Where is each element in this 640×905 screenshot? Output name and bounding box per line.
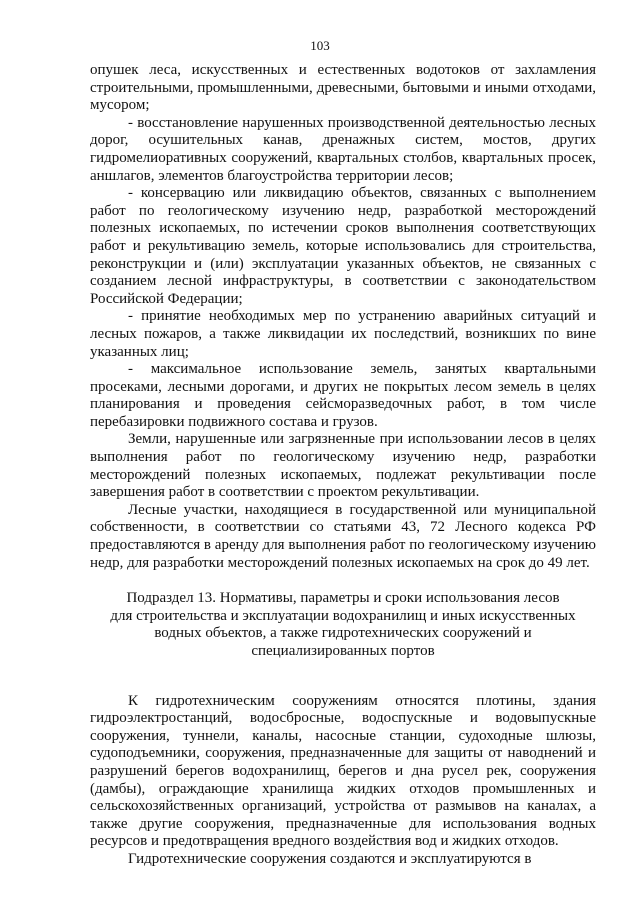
paragraph: опушек леса, искусственных и естественных водотоков от захламления строительными, промышленными, древесными, бытовыми и иными отходами, мусором;	[90, 62, 596, 114]
heading-line: водных объектов, а также гидротехнических сооружений и	[154, 625, 532, 642]
section-heading	[90, 590, 596, 660]
page-number: 103	[310, 38, 330, 53]
heading-line: Подраздел 13. Нормативы, параметры и сроки использования лесов	[126, 590, 560, 607]
paragraph: - максимальное использование земель, занятых квартальными просеками, лесными дорогами, и других не покрытых лесом земель в целях планирования и проведения сейсморазведочных работ, в том числе перебазировки подвижного состава и грузов.	[90, 361, 596, 430]
paragraph: К гидротехническим сооружениям относятся плотины, здания гидроэлектростанций, водосбросные, водоспускные и водовыпускные сооружения, туннели, каналы, насосные станции, судоходные шлюзы, судоподъемники, сооружения, предназначенные для защиты от наводнений и разрушений берегов водохранилищ, берегов и дна русел рек, сооружения (дамбы), ограждающие хранилища жидких отходов промышленных и сельскохозяйственных организаций, устройства от размывов на каналах, а также другие сооружения, предназначенные для использования водных ресурсов и предотвращения вредного воздействия вод и жидких отходов.	[90, 692, 596, 850]
paragraph: - восстановление нарушенных производственной деятельностью лесных дорог, осушительных канав, дренажных систем, мостов, других гидромелиоративных сооружений, квартальных столбов, квартальных просек, аншлагов, элементов благоустройства территории лесов;	[90, 114, 596, 184]
paragraph: Лесные участки, находящиеся в государственной или муниципальной собственности, в соответствии со статьями 43, 72 Лесного кодекса РФ предоставляются в аренду для выполнения работ по геологическому изучению недр, для разработки месторождений полезных ископаемых на срок до 49 лет.	[90, 501, 596, 571]
heading-line: специализированных портов	[251, 643, 435, 659]
paragraph: Гидротехнические сооружения создаются и эксплуатируются в	[128, 850, 532, 867]
paragraph: - принятие необходимых мер по устранению аварийных ситуаций и лесных пожаров, а также ликвидации их последствий, возникших по вине указанных лиц;	[90, 308, 596, 360]
paragraph: Земли, нарушенные или загрязненные при использовании лесов в целях выполнения работ по геологическому изучению недр, разработки месторождений полезных ископаемых, подлежат рекультивации после завершения работ в соответствии с проектом рекультивации.	[90, 431, 596, 501]
page-body	[90, 62, 596, 869]
heading-line: для строительства и эксплуатации водохранилищ и иных искусственных	[110, 607, 576, 624]
paragraph: - консервацию или ликвидацию объектов, связанных с выполнением работ по геологическому изучению недр, разработкой месторождений полезных ископаемых, по истечении сроков выполнения соответствующих работ и рекультивацию земель, которые использовались для строительства, реконструкции и (или) эксплуатации указанных объектов, не связанных с созданием лесной инфраструктуры, в соответствии с законодательством Российской Федерации;	[90, 185, 596, 307]
